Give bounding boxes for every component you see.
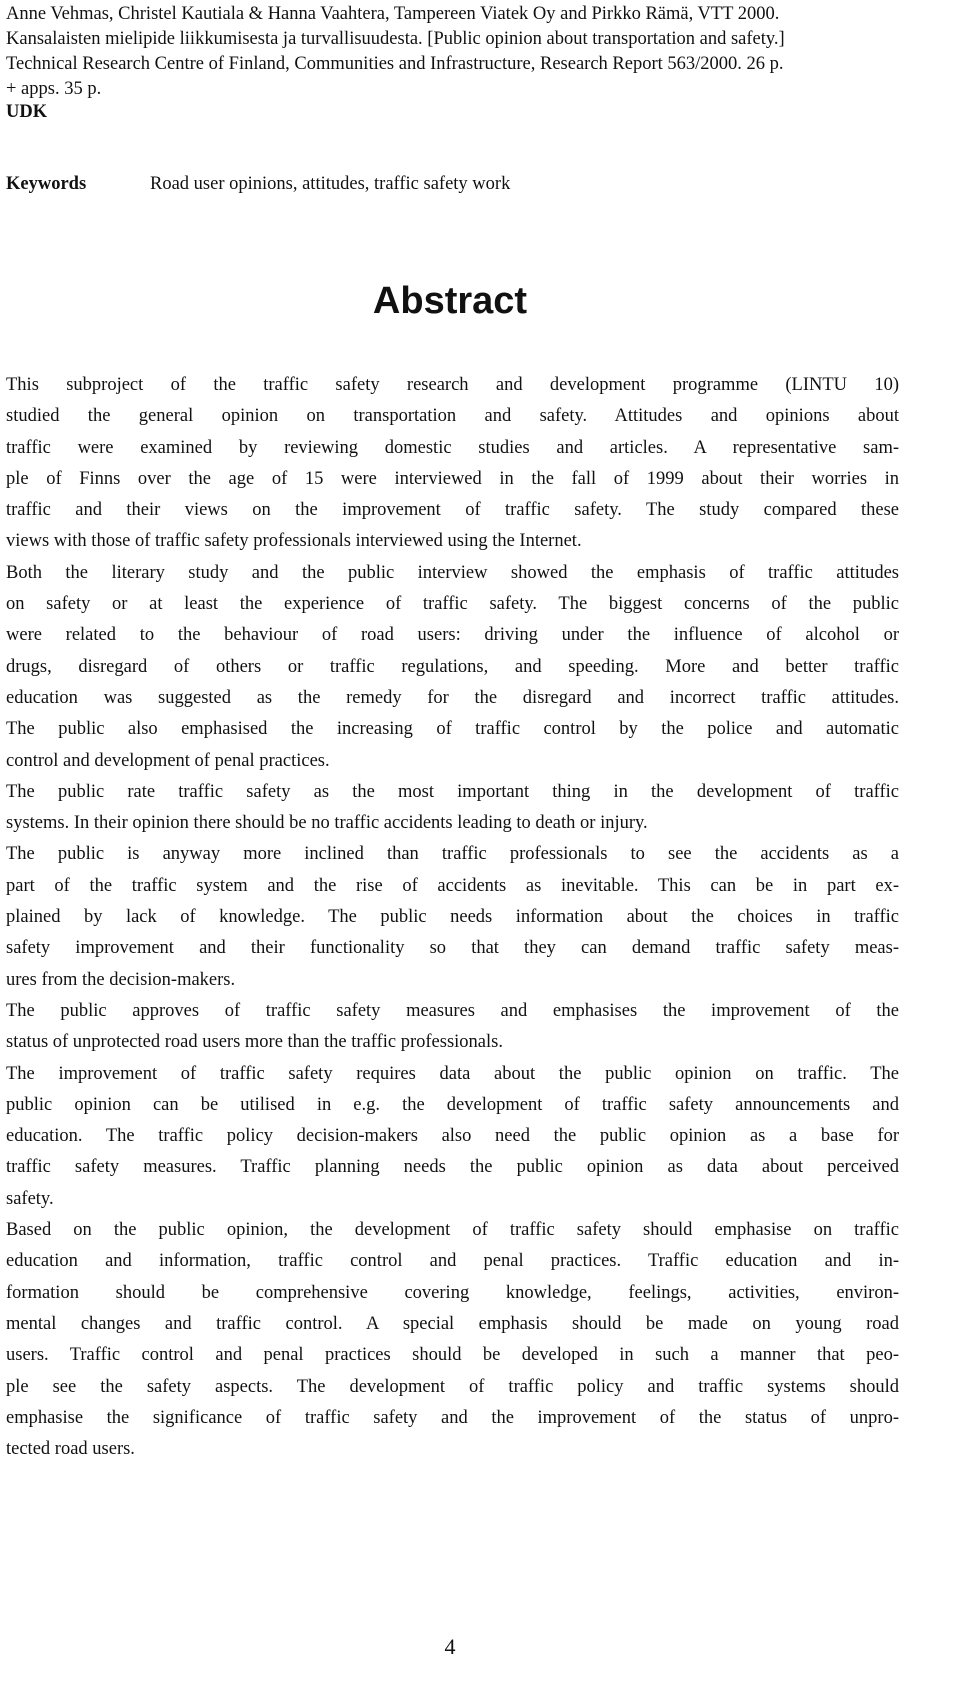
abstract-line: studied the general opinion on transportation and safety. Attitudes and opinions about: [6, 406, 899, 427]
abstract-line: Both the literary study and the public interview showed the emphasis of traffic attitudes: [6, 562, 899, 583]
abstract-line: education was suggested as the remedy for the disregard and incorrect traffic attitudes.: [6, 687, 899, 708]
abstract-line: ple see the safety aspects. The development of traffic policy and traffic systems should: [6, 1376, 899, 1397]
abstract-line: emphasise the significance of traffic safety and the improvement of the status of unpro-: [6, 1407, 899, 1428]
abstract-line: education and information, traffic control and penal practices. Traffic education and in-: [6, 1251, 899, 1272]
abstract-line: control and development of penal practices.: [6, 750, 330, 771]
abstract-line: This subproject of the traffic safety research and development programme (LINTU 10): [6, 375, 899, 395]
abstract-line: traffic safety measures. Traffic planning needs the public opinion as data about perceived: [6, 1157, 899, 1178]
abstract-line: were related to the behaviour of road users: driving under the influence of alcohol or: [6, 625, 899, 646]
abstract-line: safety improvement and their functionality so that they can demand traffic safety meas-: [6, 938, 899, 959]
abstract-line: traffic were examined by reviewing domestic studies and articles. A representative sam-: [6, 437, 899, 458]
abstract-line: on safety or at least the experience of traffic safety. The biggest concerns of the public: [6, 594, 899, 615]
abstract-line: The public approves of traffic safety measures and emphasises the improvement of the: [6, 1000, 899, 1021]
keywords-label: Keywords: [6, 174, 87, 194]
abstract-heading: Abstract: [372, 280, 528, 322]
citation-line: + apps. 35 p.: [6, 79, 102, 99]
abstract-line: The public rate traffic safety as the most important thing in the development of traffic: [6, 781, 899, 802]
citation-line: Anne Vehmas, Christel Kautiala & Hanna Vaahtera, Tampereen Viatek Oy and Pirkko Rämä, VTT 2000.: [6, 4, 780, 24]
abstract-body: [6, 370, 899, 1465]
abstract-line: public opinion can be utilised in e.g. the development of traffic safety announcements and: [6, 1094, 899, 1115]
udk-label: UDK: [6, 102, 48, 122]
abstract-line: education. The traffic policy decision-makers also need the public opinion as a base for: [6, 1126, 899, 1147]
citation-line: Kansalaisten mielipide liikkumisesta ja turvallisuudesta. [Public opinion about transportation and safety.]: [6, 29, 785, 49]
abstract-line: The public also emphasised the increasing of traffic control by the police and automatic: [6, 719, 899, 740]
abstract-line: ple of Finns over the age of 15 were interviewed in the fall of 1999 about their worries in: [6, 468, 899, 489]
abstract-line: The public is anyway more inclined than traffic professionals to see the accidents as a: [6, 844, 899, 865]
abstract-line: traffic and their views on the improvement of traffic safety. The study compared these: [6, 500, 899, 521]
page-number: 4: [444, 1634, 456, 1659]
abstract-line: mental changes and traffic control. A special emphasis should be made on young road: [6, 1313, 899, 1334]
abstract-line: tected road users.: [6, 1439, 135, 1460]
abstract-line: users. Traffic control and penal practices should be developed in such a manner that peo-: [6, 1345, 899, 1366]
abstract-line: The improvement of traffic safety requires data about the public opinion on traffic. The: [6, 1063, 899, 1084]
citation-line: Technical Research Centre of Finland, Communities and Infrastructure, Research Report 563/2000. 26 p.: [6, 54, 784, 74]
abstract-line: part of the traffic system and the rise of accidents as inevitable. This can be in part ex-: [6, 875, 899, 896]
abstract-line: status of unprotected road users more than the traffic professionals.: [6, 1032, 503, 1053]
abstract-line: drugs, disregard of others or traffic regulations, and speeding. More and better traffic: [6, 656, 899, 677]
abstract-line: formation should be comprehensive covering knowledge, feelings, activities, environ-: [6, 1282, 899, 1303]
abstract-line: plained by lack of knowledge. The public needs information about the choices in traffic: [6, 907, 899, 928]
abstract-line: views with those of traffic safety professionals interviewed using the Internet.: [6, 531, 582, 552]
abstract-line: Based on the public opinion, the development of traffic safety should emphasise on traffic: [6, 1220, 899, 1241]
abstract-line: systems. In their opinion there should be no traffic accidents leading to death or injury.: [6, 813, 648, 834]
keywords-value: Road user opinions, attitudes, traffic safety work: [150, 174, 511, 194]
citation-block: [6, 2, 951, 102]
abstract-line: safety.: [6, 1188, 54, 1209]
abstract-line: ures from the decision-makers.: [6, 969, 236, 990]
